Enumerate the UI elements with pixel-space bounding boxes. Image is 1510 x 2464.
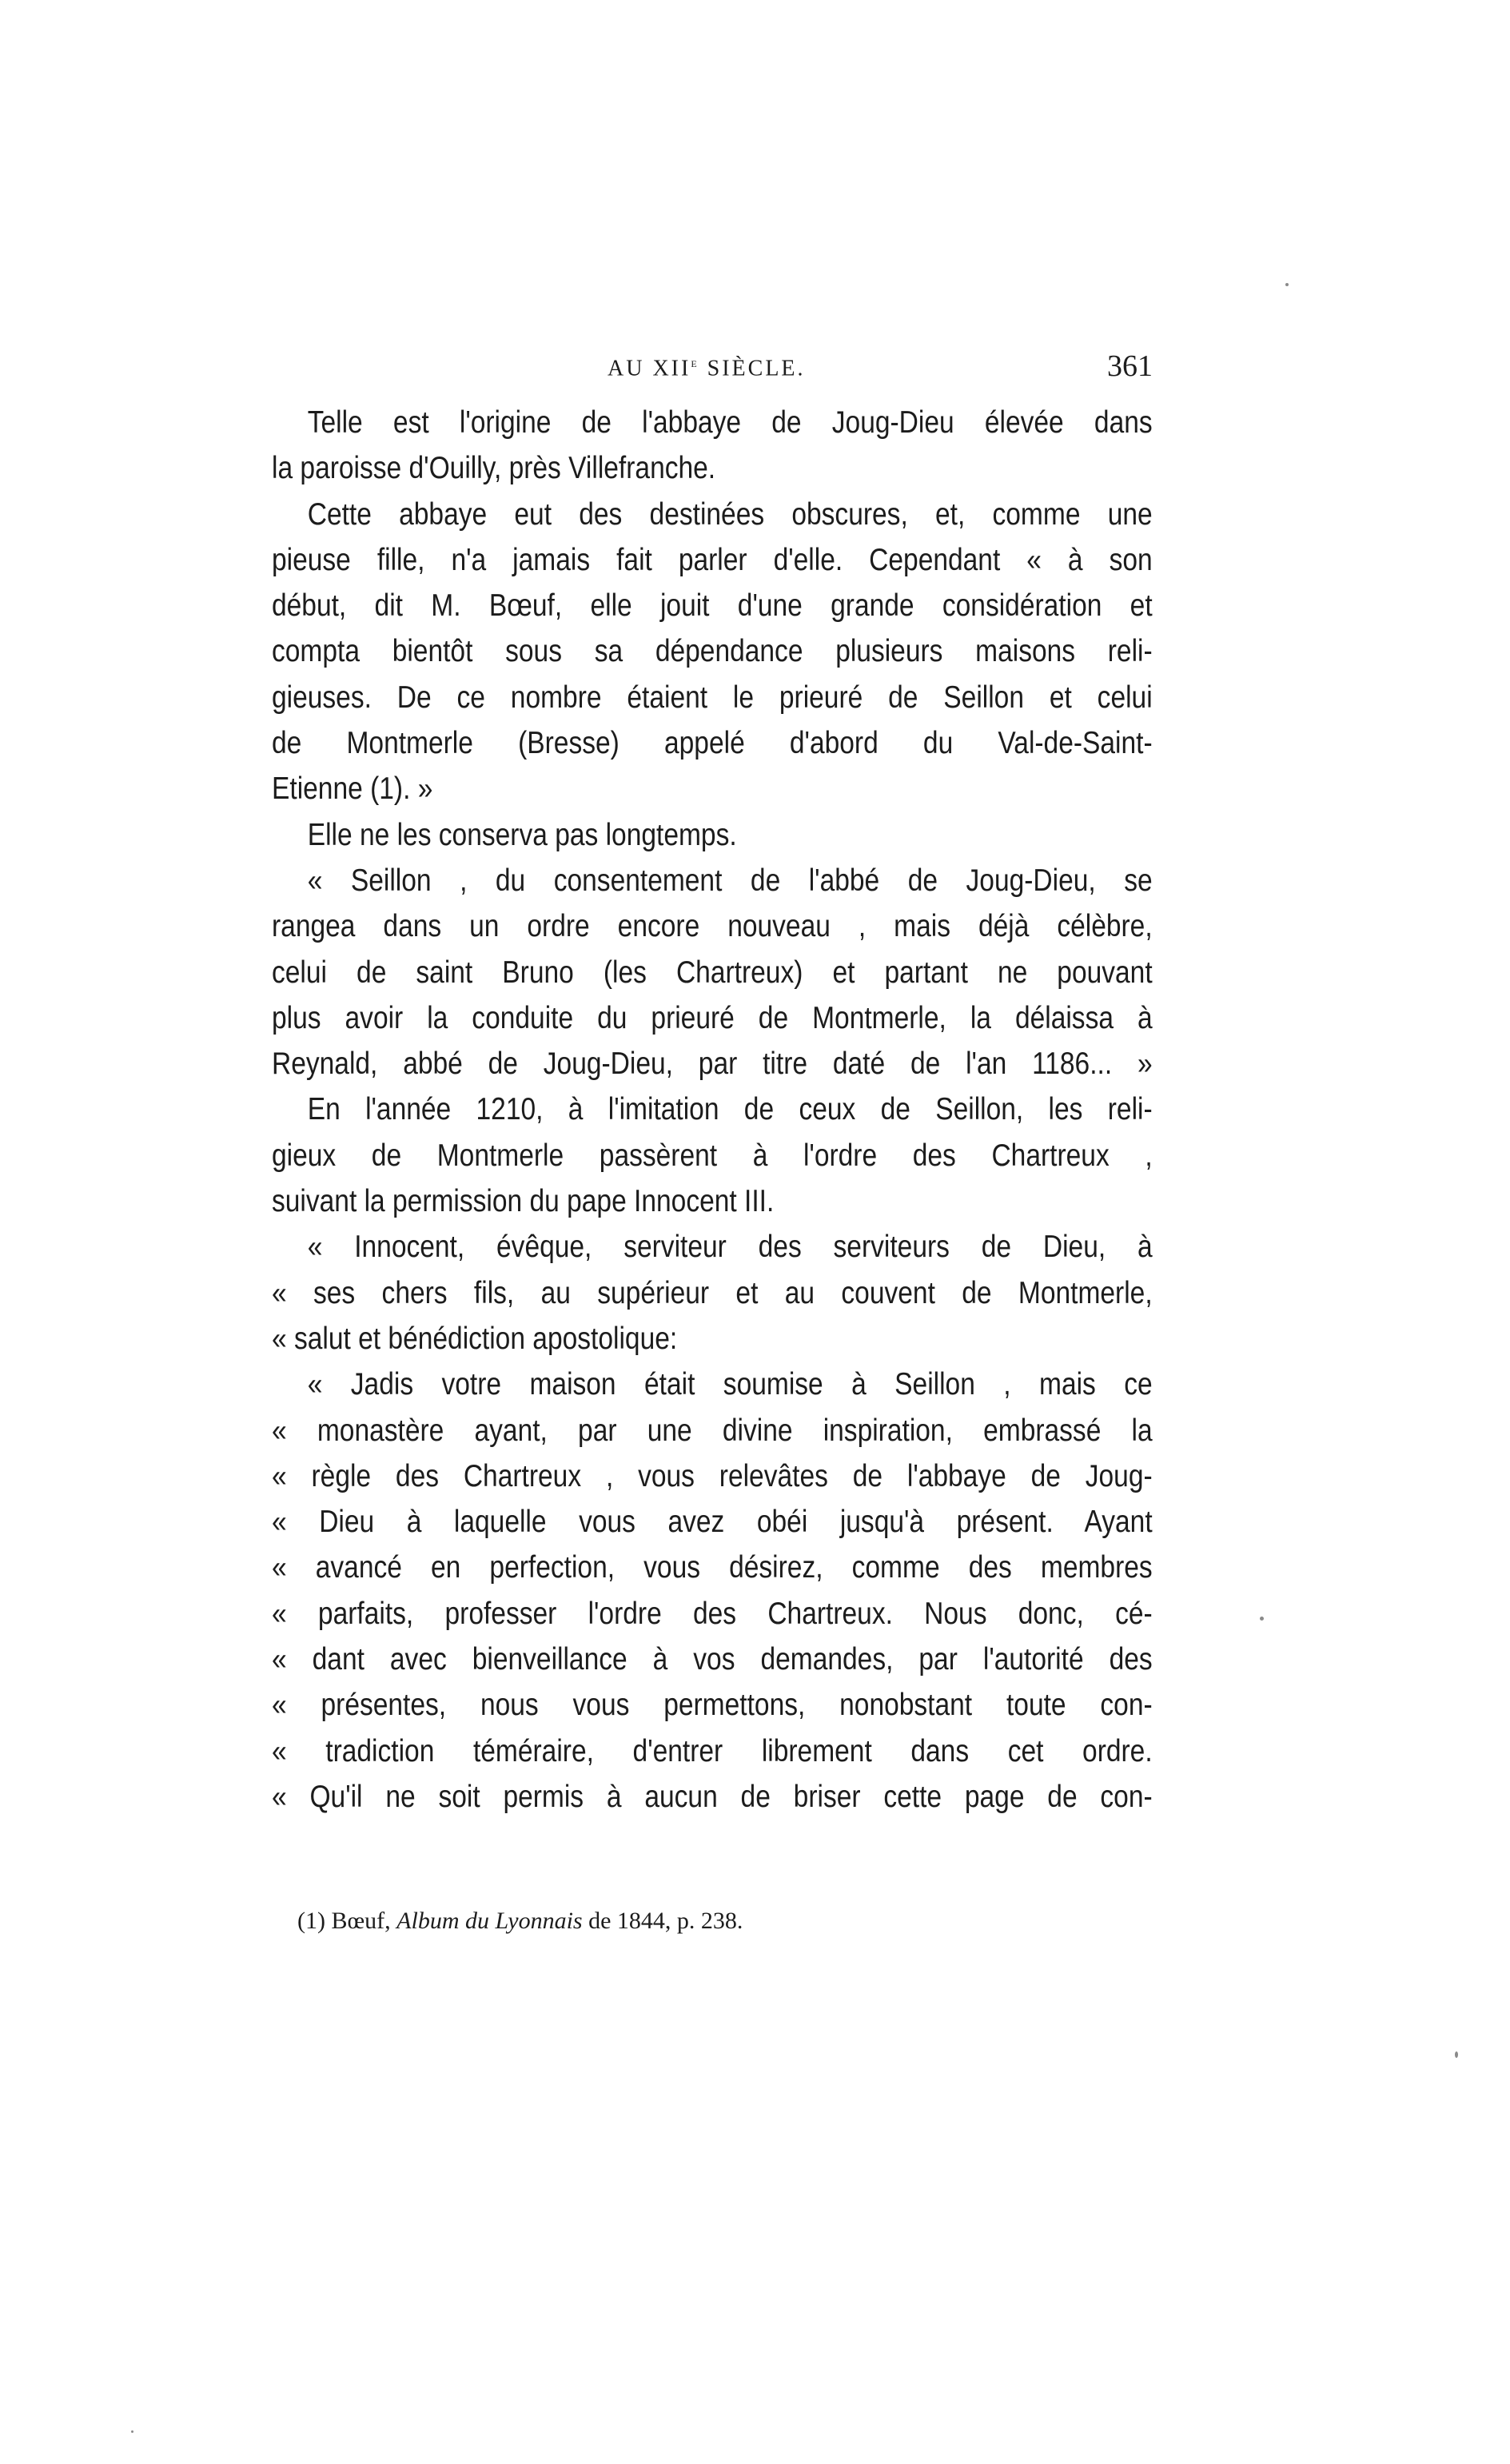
text-line: rangea dans un ordre encore nouveau , mais déjà célèbre, [272, 909, 1153, 944]
text-line: « Dieu à laquelle vous avez obéi jusqu'à présent. Ayant [272, 1505, 1153, 1540]
text-line: « salut et bénédiction apostolique: [272, 1321, 678, 1356]
text-line: « dant avec bienveillance à vos demandes, par l'autorité des [272, 1642, 1153, 1677]
paper-speck [1285, 283, 1289, 286]
text-line: Elle ne les conserva pas longtemps. [307, 817, 737, 852]
text-line: Cette abbaye eut des destinées obscures, et, comme une [307, 496, 1153, 532]
text-line: Reynald, abbé de Joug-Dieu, par titre daté de l'an 1186... » [272, 1047, 1153, 1082]
text-line: « monastère ayant, par une divine inspiration, embrassé la [272, 1413, 1153, 1448]
text-line: plus avoir la conduite du prieuré de Montmerle, la délaissa à [272, 1000, 1153, 1035]
text-line: « tradiction téméraire, d'entrer librement dans cet ordre. [272, 1733, 1153, 1768]
text-line: « parfaits, professer l'ordre des Chartreux. Nous donc, cé- [272, 1596, 1153, 1631]
footnote-title: Album du Lyonnais [396, 1908, 583, 1934]
text-line: pieuse fille, n'a jamais fait parler d'elle. Cependant « à son [272, 542, 1153, 577]
text-line: la paroisse d'Ouilly, près Villefranche. [272, 451, 716, 486]
footnote-area [297, 1908, 1177, 1935]
text-line: « Innocent, évêque, serviteur des serviteurs de Dieu, à [307, 1230, 1153, 1265]
footnote: (1) Bœuf, Album du Lyonnais de 1844, p. 238. [297, 1908, 743, 1934]
paper-speck [1455, 2051, 1458, 2058]
text-line: « Qu'il ne soit permis à aucun de briser cette page de con- [272, 1779, 1153, 1814]
page-header [272, 349, 1153, 397]
text-line: « Jadis votre maison était soumise à Seillon , mais ce [307, 1367, 1153, 1402]
text-line: « règle des Chartreux , vous relevâtes de l'abbaye de Joug- [272, 1458, 1153, 1493]
text-line: Telle est l'origine de l'abbaye de Joug-Dieu élevée dans [307, 405, 1153, 440]
text-line: gieux de Montmerle passèrent à l'ordre des Chartreux , [272, 1138, 1153, 1173]
body-text [272, 400, 1153, 1820]
running-title: AU XIIe SIÈCLE. [608, 355, 806, 381]
text-line: « ses chers fils, au supérieur et au couvent de Montmerle, [272, 1275, 1153, 1310]
paper-speck [131, 2430, 133, 2433]
paper-speck [1260, 1617, 1264, 1621]
page-number: 361 [1107, 349, 1153, 383]
text-line: de Montmerle (Bresse) appelé d'abord du Val-de-Saint- [272, 726, 1153, 761]
text-line: « présentes, nous vous permettons, nonobstant toute con- [272, 1688, 1153, 1723]
text-line: « Seillon , du consentement de l'abbé de Joug-Dieu, se [307, 863, 1153, 898]
text-line: Etienne (1). » [272, 771, 433, 807]
text-line: compta bientôt sous sa dépendance plusieurs maisons reli- [272, 634, 1153, 669]
text-line: début, dit M. Bœuf, elle jouit d'une grande considération et [272, 588, 1153, 624]
text-line: suivant la permission du pape Innocent III. [272, 1184, 775, 1219]
text-line: « avancé en perfection, vous désirez, comme des membres [272, 1550, 1153, 1585]
text-line: En l'année 1210, à l'imitation de ceux de Seillon, les reli- [307, 1092, 1153, 1127]
text-line: celui de saint Bruno (les Chartreux) et partant ne pouvant [272, 955, 1153, 990]
text-line: gieuses. De ce nombre étaient le prieuré de Seillon et celui [272, 680, 1153, 715]
